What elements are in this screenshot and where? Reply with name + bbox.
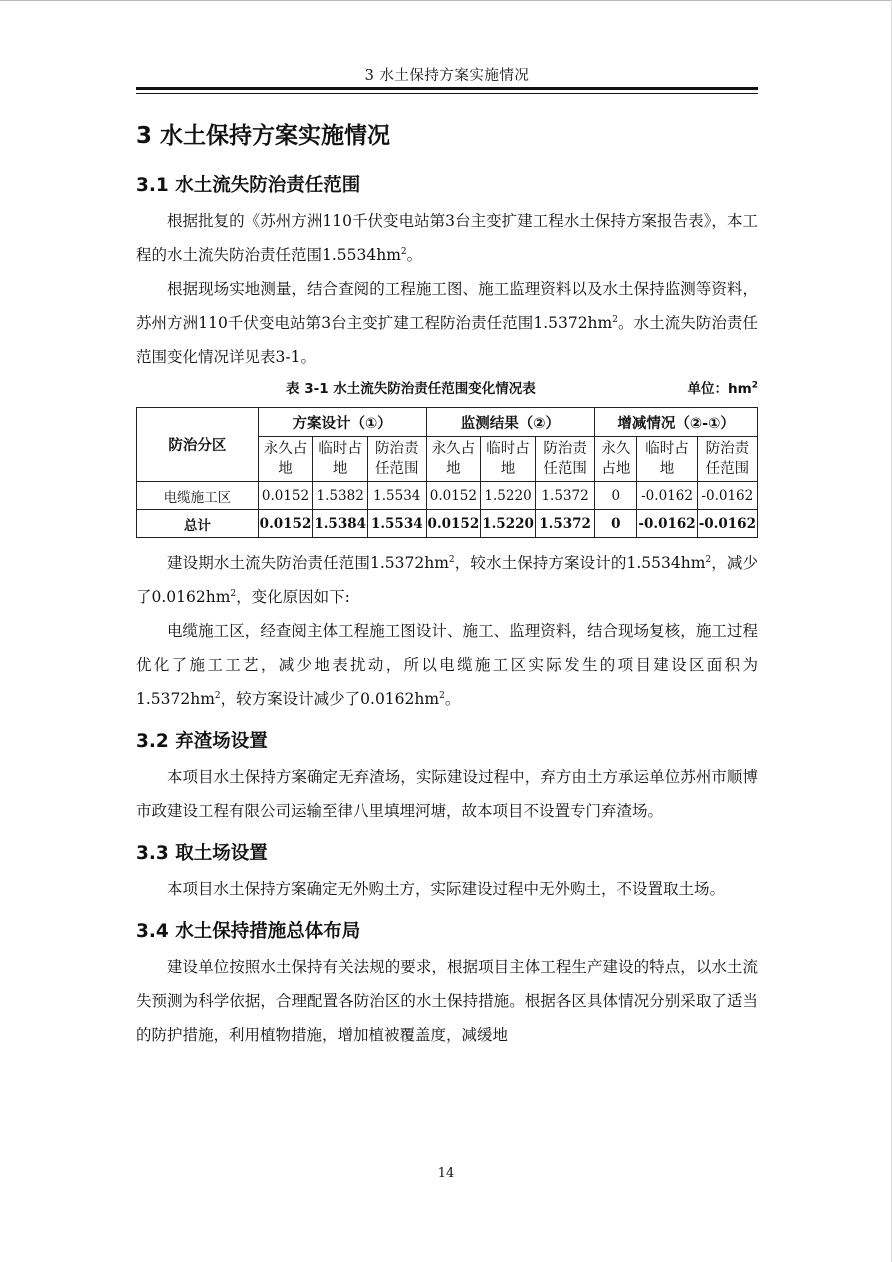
paragraph-3-1-4 [136, 614, 758, 716]
table-caption-row [136, 374, 758, 404]
header-rule-thin [136, 93, 758, 94]
header-monitoring-result: 监测结果（②） [426, 408, 595, 437]
text: ，较方案设计减少了0.0162hm [220, 690, 440, 708]
unit-label: 单位：hm [687, 381, 752, 397]
text: 。水土流失防治责任范围变化情况详见表3-1。 [136, 314, 758, 366]
superscript: 2 [705, 554, 712, 565]
subheader-cell: 临时占地 [313, 437, 368, 482]
page-number: 14 [437, 1166, 455, 1181]
subheader-cell: 临时占地 [637, 437, 697, 482]
total-value-cell: 1.5534 [368, 510, 427, 538]
paragraph-3-2-1: 本项目水土保持方案确定无弃渣场，实际建设过程中，弃方由土方承运单位苏州市顺博市政建设工程有限公司运输至律八里填埋河塘，故本项目不设置专门弃渣场。 [136, 768, 758, 820]
superscript: 2 [439, 690, 445, 701]
text: 。 [444, 690, 461, 708]
subheader-cell: 临时占地 [481, 437, 536, 482]
total-value-cell: 1.5372 [535, 510, 594, 538]
value-cell: 1.5382 [313, 482, 368, 510]
subheader-cell: 永久占地 [426, 437, 481, 482]
superscript: 2 [612, 314, 618, 325]
superscript: 2 [448, 554, 455, 565]
value-cell: 0 [595, 482, 637, 510]
total-label-cell: 总计 [137, 510, 259, 538]
table-row [137, 482, 758, 510]
paragraph-3-3-1: 本项目水土保持方案确定无外购土方，实际建设过程中无外购土，不设置取土场。 [167, 880, 726, 898]
page-frame-top [0, 0, 892, 1]
header-plan-design: 方案设计（①） [258, 408, 426, 437]
running-header: 3 水土保持方案实施情况 [364, 68, 530, 84]
section-heading-3-1: 3.1 水土流失防治责任范围 [136, 175, 361, 196]
table-caption: 表 3-1 水土流失防治责任范围变化情况表 [286, 381, 536, 397]
subheader-cell: 永久占地 [258, 437, 313, 482]
responsibility-range-table [136, 407, 758, 538]
table-unit [688, 374, 758, 404]
header-zone: 防治分区 [137, 408, 259, 482]
value-cell: 1.5534 [368, 482, 427, 510]
total-value-cell: 1.5384 [313, 510, 368, 538]
paragraph-3-1-1 [136, 204, 758, 272]
page-content [136, 116, 758, 1052]
value-cell: 1.5220 [481, 482, 536, 510]
table-header-row [137, 408, 758, 437]
chapter-title: 3 水土保持方案实施情况 [136, 123, 391, 149]
text: 。 [406, 246, 423, 264]
text: 电缆施工区，经查阅主体工程施工图设计、施工、监理资料，结合现场复核，施工过程优化了施工工艺，减少地表扰动，所以电缆施工区实际发生的项目建设区面积为1.5372hm [136, 622, 758, 708]
value-cell: 0.0152 [426, 482, 481, 510]
subheader-cell: 防治责任范围 [697, 437, 757, 482]
subheader-cell: 永久占地 [595, 437, 637, 482]
total-value-cell: 0.0152 [258, 510, 313, 538]
text: ，减少了0.0162hm [136, 554, 758, 606]
section-heading-3-2: 3.2 弃渣场设置 [136, 731, 268, 752]
text: ，较水土保持方案设计的1.5534hm [454, 554, 706, 572]
value-cell: 1.5372 [535, 482, 594, 510]
zone-cell: 电缆施工区 [137, 482, 259, 510]
total-value-cell: -0.0162 [697, 510, 757, 538]
text: 根据现场实地测量，结合查阅的工程施工图、施工监理资料以及水土保持监测等资料，苏州方洲110千伏变电站第3台主变扩建工程防治责任范围1.5372hm [136, 280, 758, 332]
section-heading-3-4: 3.4 水土保持措施总体布局 [136, 921, 361, 942]
header-change: 增减情况（②-①） [595, 408, 758, 437]
table-total-row [137, 510, 758, 538]
superscript: 2 [751, 380, 758, 391]
superscript: 2 [400, 246, 407, 257]
total-value-cell: 1.5220 [481, 510, 536, 538]
subheader-cell: 防治责任范围 [535, 437, 594, 482]
superscript: 2 [214, 690, 221, 701]
text: 建设期水土流失防治责任范围1.5372hm [167, 554, 449, 572]
paragraph-3-4-1: 建设单位按照水土保持有关法规的要求，根据项目主体工程生产建设的特点，以水土流失预测为科学依据，合理配置各防治区的水土保持措施。根据各区具体情况分别采取了适当的防护措施，利用植物措施，增加植被覆盖度，减缓地 [136, 958, 758, 1044]
paragraph-3-1-3 [136, 546, 758, 614]
value-cell: -0.0162 [697, 482, 757, 510]
superscript: 2 [230, 588, 237, 599]
total-value-cell: 0.0152 [426, 510, 481, 538]
value-cell: 0.0152 [258, 482, 313, 510]
total-value-cell: 0 [595, 510, 637, 538]
text: 根据批复的《苏州方洲110千伏变电站第3台主变扩建工程水土保持方案报告表》，本工程的水土流失防治责任范围1.5534hm [136, 212, 758, 264]
header-rule-thick [136, 87, 758, 90]
paragraph-3-1-2 [136, 272, 758, 374]
subheader-cell: 防治责任范围 [368, 437, 427, 482]
text: ，变化原因如下: [236, 588, 350, 606]
value-cell: -0.0162 [637, 482, 697, 510]
total-value-cell: -0.0162 [637, 510, 697, 538]
section-heading-3-3: 3.3 取土场设置 [136, 843, 268, 864]
